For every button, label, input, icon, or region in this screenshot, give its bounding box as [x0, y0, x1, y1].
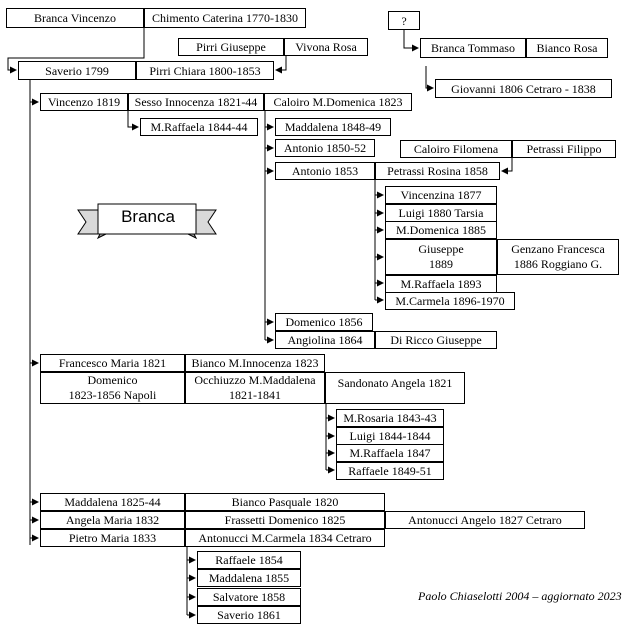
person-minnocenza-bianco: Bianco M.Innocenza 1823 [185, 354, 325, 372]
person-raffaele-1854: Raffaele 1854 [197, 551, 301, 569]
person-saverio-1861: Saverio 1861 [197, 606, 301, 624]
genzano-name: Genzano Francesca [511, 242, 605, 256]
person-mrosaria-1843: M.Rosaria 1843-43 [336, 409, 444, 427]
person-mraffaela-1847: M.Raffaela 1847 [336, 444, 444, 462]
person-innocenza-sesso: Sesso Innocenza 1821-44 [128, 93, 264, 111]
person-rosina-petrassi: Petrassi Rosina 1858 [375, 162, 500, 180]
person-angelo-antonucci: Antonucci Angelo 1827 Cetraro [385, 511, 585, 529]
person-angela-maria: Angela Maria 1832 [40, 511, 185, 529]
person-vincenzo-branca: Branca Vincenzo [6, 8, 144, 28]
person-filomena-caloiro: Caloiro Filomena [400, 140, 512, 158]
person-mcarmela-antonucci: Antonucci M.Carmela 1834 Cetraro [185, 529, 385, 547]
person-domenico-1823 [40, 372, 185, 404]
person-domenico-1856: Domenico 1856 [275, 313, 373, 331]
person-salvatore-1858: Salvatore 1858 [197, 588, 301, 606]
domenico-detail: 1823-1856 Napoli [68, 388, 157, 402]
person-mraffaela-1844: M.Raffaela 1844-44 [140, 118, 258, 136]
domenico-name: Domenico [87, 373, 138, 387]
person-rosa-bianco: Bianco Rosa [526, 38, 608, 58]
person-chiara-pirri: Pirri Chiara 1800-1853 [136, 61, 274, 80]
person-mcarmela-1896: M.Carmela 1896-1970 [385, 292, 515, 310]
genzano-detail: 1886 Roggiano G. [513, 257, 603, 271]
person-filippo-petrassi: Petrassi Filippo [512, 140, 616, 158]
person-mraffaela-1893: M.Raffaela 1893 [385, 275, 497, 293]
person-pietro-maria: Pietro Maria 1833 [40, 529, 185, 547]
person-raffaele-1849: Raffaele 1849-51 [336, 462, 444, 480]
person-rosa-vivona: Vivona Rosa [284, 38, 368, 56]
person-francesca-genzano [497, 239, 619, 275]
person-pasquale-bianco: Bianco Pasquale 1820 [185, 493, 385, 511]
person-domenico-frassetti: Frassetti Domenico 1825 [185, 511, 385, 529]
giuseppe-name: Giuseppe [418, 242, 464, 256]
person-antonio-1853: Antonio 1853 [275, 162, 375, 180]
title-banner: Branca [121, 207, 175, 226]
person-maddalena-1855: Maddalena 1855 [197, 569, 301, 587]
person-maddalena-1848: Maddalena 1848-49 [275, 118, 391, 136]
person-caterina-chimento: Chimento Caterina 1770-1830 [144, 8, 306, 28]
person-giuseppe-1889 [385, 239, 497, 275]
person-antonio-1850: Antonio 1850-52 [275, 139, 375, 157]
person-unknown: ? [388, 11, 420, 30]
occhiuzzo-years: 1821-1841 [229, 388, 281, 402]
person-luigi-1880: Luigi 1880 Tarsia [385, 204, 497, 222]
person-luigi-1844: Luigi 1844-1844 [336, 427, 444, 445]
occhiuzzo-name: Occhiuzzo M.Maddalena [194, 373, 316, 387]
person-giovanni: Giovanni 1806 Cetraro - 1838 [435, 79, 612, 98]
person-giuseppe-diricco: Di Ricco Giuseppe [375, 331, 497, 349]
person-francesco-maria: Francesco Maria 1821 [40, 354, 185, 372]
person-saverio: Saverio 1799 [18, 61, 136, 80]
person-giuseppe-pirri: Pirri Giuseppe [178, 38, 284, 56]
author-credit: Paolo Chiaselotti 2004 – aggiornato 2023 [418, 589, 622, 603]
person-angela-sandonato: Sandonato Angela 1821 [325, 372, 465, 404]
person-mdomenica-1885: M.Domenica 1885 [385, 221, 497, 239]
giuseppe-year: 1889 [429, 257, 453, 271]
person-mmaddalena-occhiuzzo [185, 372, 325, 404]
person-maddalena-1825: Maddalena 1825-44 [40, 493, 185, 511]
person-angiolina-1864: Angiolina 1864 [275, 331, 375, 349]
person-tommaso-branca: Branca Tommaso [420, 38, 526, 58]
person-vincenzo-1819: Vincenzo 1819 [40, 93, 128, 111]
person-vincenzina: Vincenzina 1877 [385, 186, 497, 204]
person-mdomenica-caloiro: Caloiro M.Domenica 1823 [264, 93, 412, 111]
